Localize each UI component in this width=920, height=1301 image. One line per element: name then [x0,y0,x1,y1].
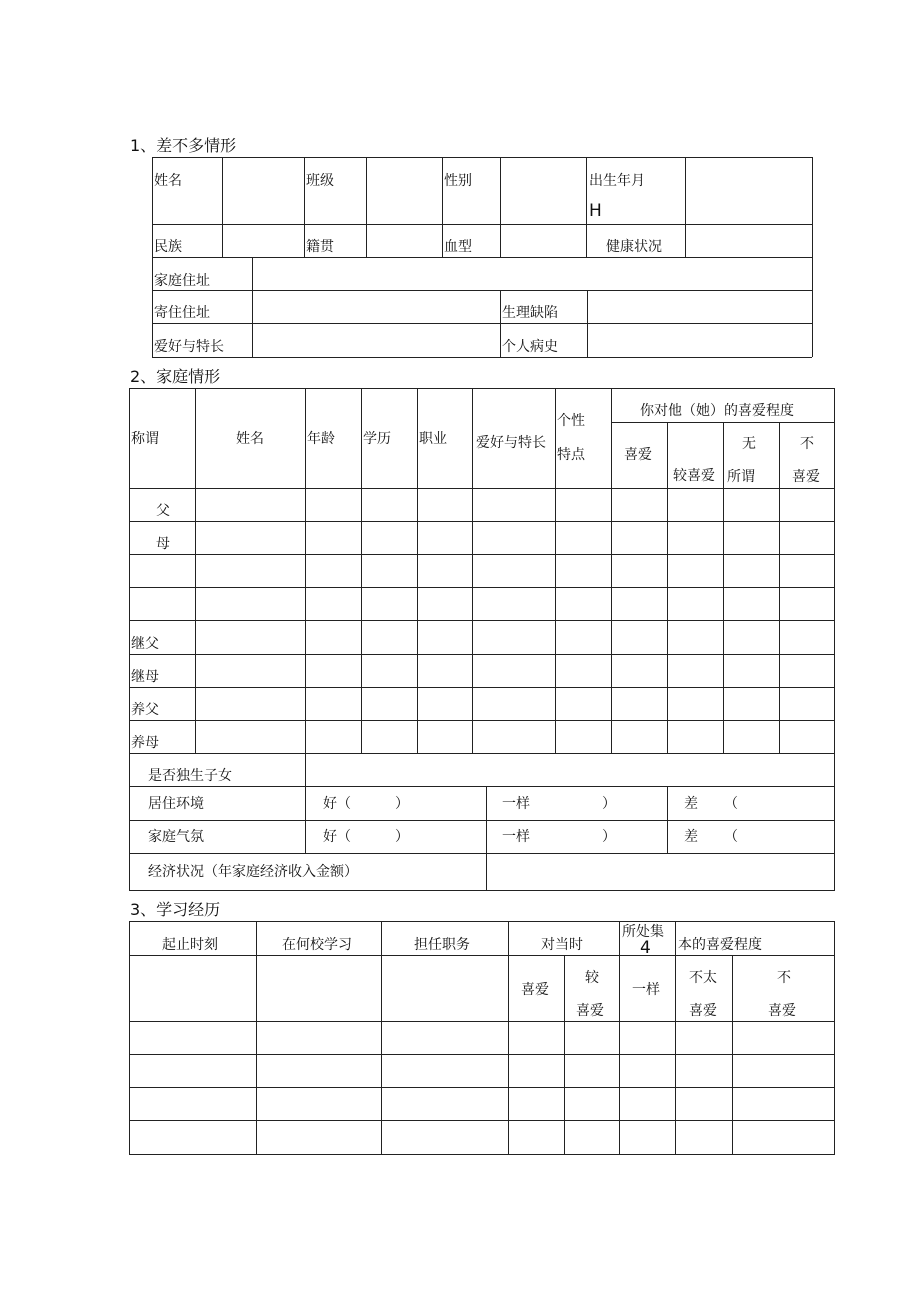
family-atmos-poor: 差 [684,829,698,845]
col-indifferent-1: 无 [742,436,756,452]
col-school: 在何校学习 [282,937,352,953]
class-label: 班级 [306,173,334,189]
family-atmos-average-close: ） [602,829,616,845]
family-atmos-label: 家庭气氛 [148,829,204,845]
col-like: 喜爱 [624,447,652,463]
living-env-average: 一样 [502,796,530,812]
home-address-label: 家庭住址 [154,273,210,289]
col-rather-like: 较喜爱 [673,468,715,484]
defect-label: 生理缺陷 [502,305,558,321]
relation-stepmother: 继母 [131,669,159,685]
col-period: 起止时刻 [162,937,218,953]
only-child-label: 是否独生子女 [148,768,232,784]
col-pref-b: 所处集 [622,924,664,940]
health-label: 健康状况 [606,239,662,255]
col-relation: 称谓 [131,431,159,447]
relation-stepfather: 继父 [131,636,159,652]
relation-adoptive-mother: 养母 [131,735,159,751]
col-name: 姓名 [236,431,264,447]
origin-label: 籍贯 [306,239,334,255]
blood-label: 血型 [444,239,472,255]
living-env-poor-open: （ [724,796,738,812]
name-label: 姓名 [154,173,182,189]
col-dislike-2: 喜爱 [768,1003,796,1019]
col-rather-2: 喜爱 [576,1003,604,1019]
birth-mark: H [589,201,602,221]
col-dislike-1: 不 [800,436,814,452]
col-age: 年龄 [307,431,335,447]
ethnicity-label: 民族 [154,239,182,255]
col-pref-mark: 4 [640,938,651,958]
col-rather-1: 较 [585,970,599,986]
col-hobby: 爱好与特长 [476,435,546,451]
section-3-title: 3、学习经历 [130,900,221,919]
col-average: 一样 [632,982,660,998]
col-education: 学历 [363,431,391,447]
relation-mother: 母 [156,536,170,552]
medical-label: 个人病史 [502,339,558,355]
col-occupation: 职业 [419,431,447,447]
col-indifferent-2: 所谓 [727,469,755,485]
birth-label: 出生年月 [589,173,645,189]
family-atmos-good-close: ） [395,829,409,845]
col-dislike-1: 不 [777,970,791,986]
col-personality-1: 个性 [557,413,585,429]
living-env-good-close: ） [395,796,409,812]
family-atmos-good: 好（ [323,829,351,845]
col-like: 喜爱 [521,982,549,998]
col-personality-2: 特点 [557,447,585,463]
col-position: 担任职务 [414,937,470,953]
section-1-title: 1、差不多情形 [130,136,237,155]
living-env-average-close: ） [602,796,616,812]
relation-adoptive-father: 养父 [131,702,159,718]
relation-father: 父 [156,503,170,519]
lodging-address-label: 寄住住址 [154,305,210,321]
living-env-good: 好（ [323,796,351,812]
col-preference: 你对他（她）的喜爱程度 [640,403,794,419]
family-atmos-average: 一样 [502,829,530,845]
col-dislike-2: 喜爱 [792,469,820,485]
living-env-label: 居住环境 [148,796,204,812]
col-not-much-2: 喜爱 [689,1003,717,1019]
col-pref-c: 本的喜爱程度 [678,937,762,953]
family-atmos-poor-open: （ [724,829,738,845]
economy-label: 经济状况（年家庭经济收入金额） [148,864,358,880]
living-env-poor: 差 [684,796,698,812]
gender-label: 性别 [444,173,472,189]
section-2-title: 2、家庭情形 [130,367,221,386]
hobby-label: 爱好与特长 [154,339,224,355]
col-not-much-1: 不太 [689,970,717,986]
col-pref-a: 对当时 [541,937,583,953]
